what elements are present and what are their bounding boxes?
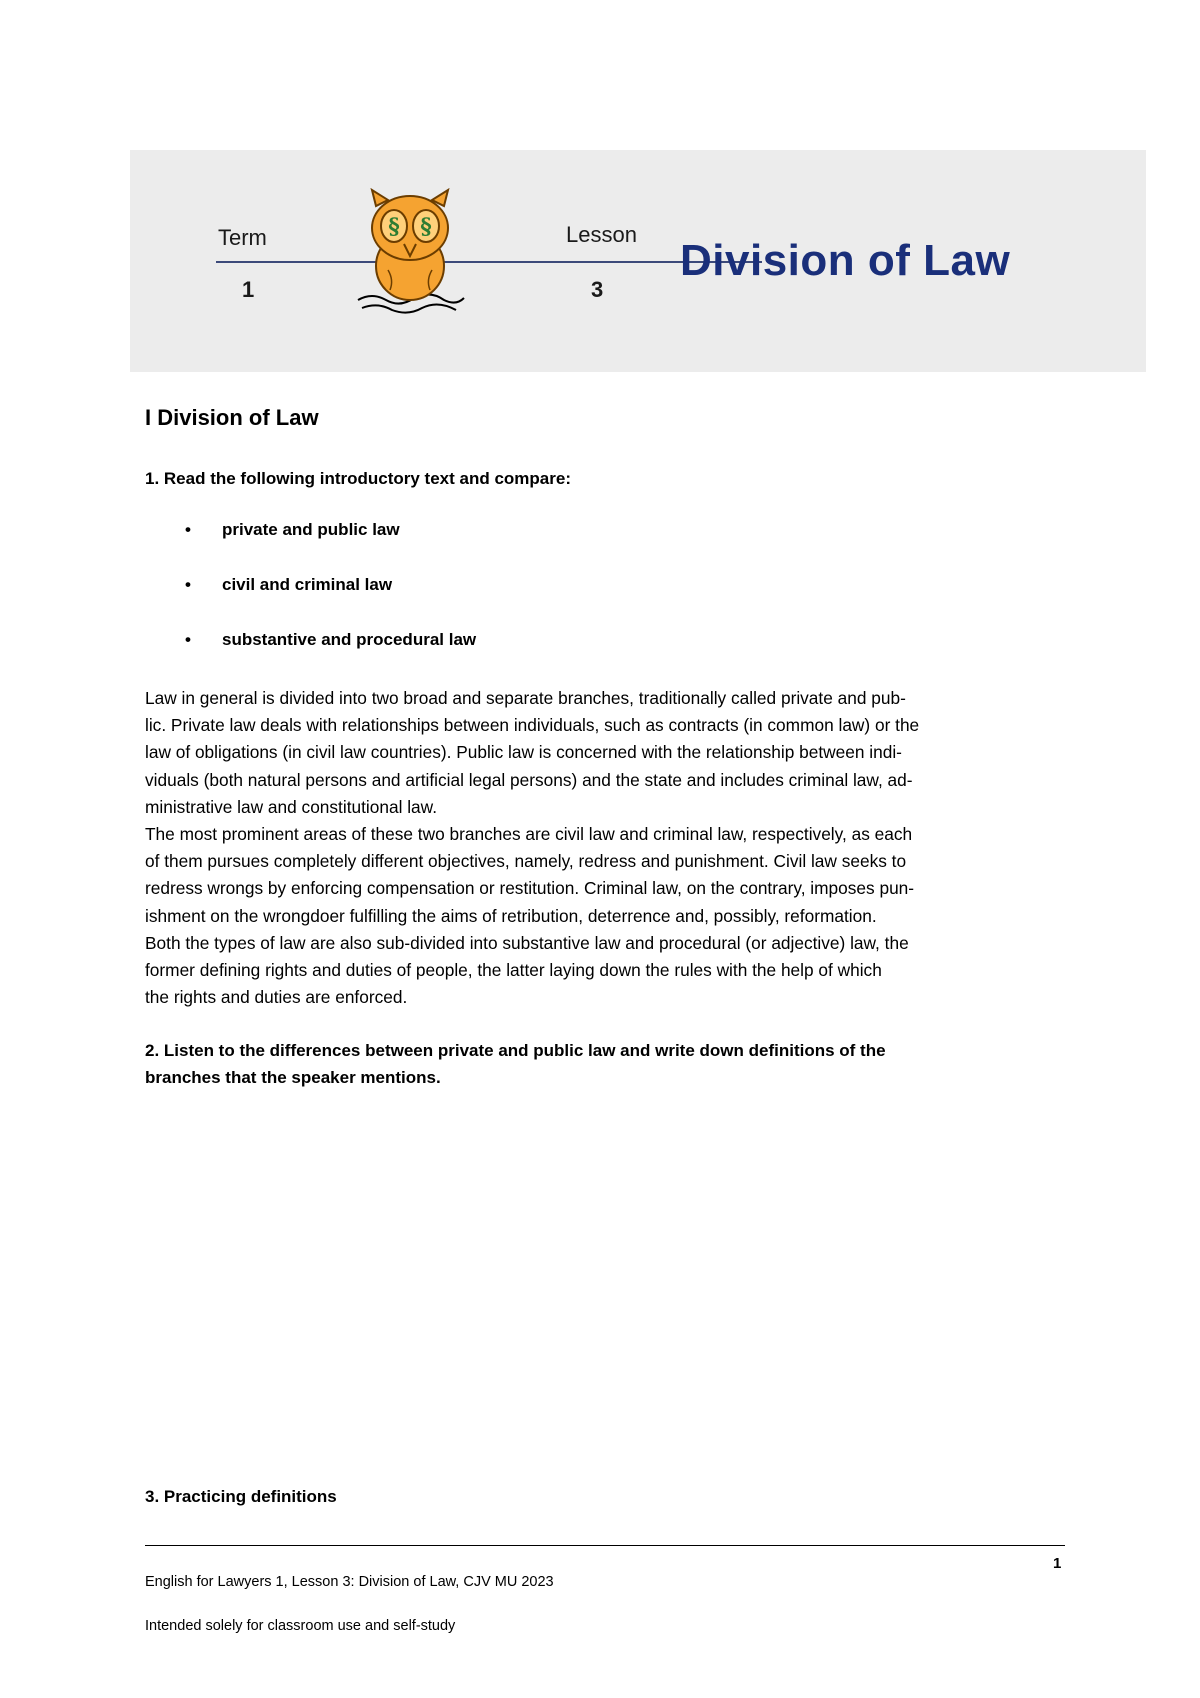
- paragraph-line: former defining rights and duties of people, the latter laying down the rules with the help of which: [145, 960, 882, 981]
- question-1: 1. Read the following introductory text and compare:: [145, 469, 571, 488]
- lesson-number: 3: [591, 277, 604, 302]
- list-item-text: civil and criminal law: [222, 575, 393, 594]
- paragraph-line: Law in general is divided into two broad and separate branches, traditionally called private and pub-: [145, 688, 906, 708]
- list-item-text: substantive and procedural law: [222, 630, 477, 649]
- svg-text:§: §: [420, 214, 432, 240]
- intro-paragraph: [145, 685, 1065, 1011]
- bullet-icon: •: [185, 575, 191, 594]
- lesson-label: Lesson: [566, 222, 637, 247]
- question-3: 3. Practicing definitions: [145, 1487, 337, 1506]
- footer-course-info: English for Lawyers 1, Lesson 3: Division of Law, CJV MU 2023: [145, 1574, 554, 1590]
- question-2: [145, 1037, 1065, 1091]
- owl-logo-icon: [352, 188, 468, 318]
- paragraph-line: of them pursues completely different objectives, namely, redress and punishment. Civil law seeks to: [145, 851, 907, 872]
- paragraph-line: redress wrongs by enforcing compensation or restitution. Criminal law, on the contrary, imposes pun-: [145, 878, 915, 899]
- paragraph-line: law of obligations (in civil law countries). Public law is concerned with the relationship between indi-: [145, 742, 902, 763]
- bullet-icon: •: [185, 520, 191, 539]
- svg-text:§: §: [388, 214, 400, 240]
- section-title: I Division of Law: [145, 405, 319, 430]
- footer-usage-note: Intended solely for classroom use and self-study: [145, 1618, 456, 1634]
- paragraph-line: the rights and duties are enforced.: [145, 987, 408, 1008]
- term-number: 1: [242, 277, 255, 302]
- paragraph-line: Both the types of law are also sub-divided into substantive law and procedural (or adjective) law, the: [145, 932, 909, 953]
- page-number: 1: [1053, 1555, 1062, 1572]
- question-2-line: branches that the speaker mentions.: [145, 1068, 441, 1087]
- lesson-banner: [130, 150, 1146, 372]
- banner-title: Division of Law: [680, 236, 1011, 285]
- paragraph-line: ishment on the wrongdoer fulfilling the aims of retribution, deterrence and, possibly, reformation.: [145, 905, 877, 926]
- list-item-text: private and public law: [222, 520, 400, 539]
- paragraph-line: viduals (both natural persons and artificial legal persons) and the state and includes criminal law, ad-: [145, 769, 913, 790]
- footer-divider: [145, 1545, 1065, 1546]
- bullet-icon: •: [185, 630, 191, 649]
- question-2-line: 2. Listen to the differences between private and public law and write down definitions of the: [145, 1041, 886, 1060]
- term-label: Term: [218, 225, 267, 250]
- paragraph-line: lic. Private law deals with relationships between individuals, such as contracts (in common law) or the: [145, 715, 920, 736]
- paragraph-line: The most prominent areas of these two branches are civil law and criminal law, respectively, as each: [145, 824, 913, 845]
- paragraph-line: ministrative law and constitutional law.: [145, 796, 438, 817]
